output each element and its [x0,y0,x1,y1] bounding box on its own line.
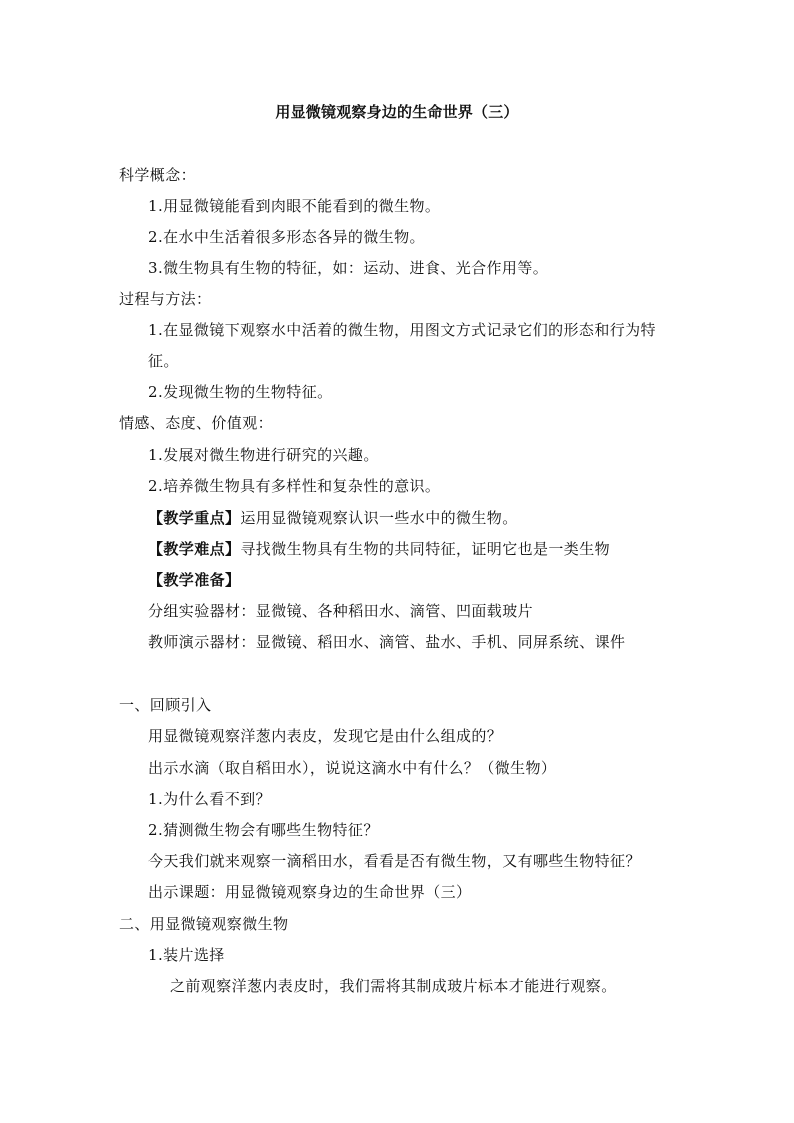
focus-text: 运用显微镜观察认识一些水中的微生物。 [240,509,518,527]
part2-sub: 1.装片选择 [148,946,225,964]
part1-line-4: 2.猜测微生物会有哪些生物特征？ [148,821,379,839]
page-title: 用显微镜观察身边的生命世界（三） [275,103,519,121]
process-item-2: 2.发现微生物的生物特征。 [148,383,333,401]
prep-teacher-equipment: 教师演示器材：显微镜、稻田水、滴管、盐水、手机、同屏系统、课件 [148,633,626,651]
process-item-1-cont: 征。 [148,352,179,370]
difficulty-text: 寻找微生物具有生物的共同特征，证明它也是一类生物 [240,540,611,558]
prep-group-equipment: 分组实验器材：显微镜、各种稻田水、滴管、凹面载玻片 [148,602,534,620]
concepts-item-1: 1.用显微镜能看到肉眼不能看到的微生物。 [148,197,441,215]
focus-line [148,507,518,529]
part1-line-5: 今天我们就来观察一滴稻田水，看看是否有微生物，又有哪些生物特征？ [148,852,641,870]
focus-tag: 【教学重点】 [148,509,241,527]
attitude-item-2: 2.培养微生物具有多样性和复杂性的意识。 [148,477,441,495]
part1-line-3: 1.为什么看不到？ [148,790,271,808]
difficulty-tag: 【教学难点】 [148,540,241,558]
part1-line-6: 出示课题：用显微镜观察身边的生命世界（三） [148,883,472,901]
part1-line-1: 用显微镜观察洋葱内表皮，发现它是由什么组成的？ [148,727,503,745]
process-item-1: 1.在显微镜下观察水中活着的微生物，用图文方式记录它们的形态和行为特 [148,321,656,339]
difficulty-line [148,538,610,560]
concepts-heading: 科学概念： [119,166,197,184]
concepts-item-3: 3.微生物具有生物的特征，如：运动、进食、光合作用等。 [148,259,549,277]
attitude-item-1: 1.发展对微生物进行研究的兴趣。 [148,446,379,464]
attitude-heading: 情感、态度、价值观： [119,414,274,432]
process-heading: 过程与方法： [119,290,212,308]
concepts-item-2: 2.在水中生活着很多形态各异的微生物。 [148,228,425,246]
part2-text: 之前观察洋葱内表皮时，我们需将其制成玻片标本才能进行观察。 [170,977,617,995]
part1-heading: 一、回顾引入 [119,696,212,714]
part2-heading: 二、用显微镜观察微生物 [119,915,289,933]
prep-tag: 【教学准备】 [148,571,241,589]
part1-line-2: 出示水滴（取自稻田水），说说这滴水中有什么？（微生物） [148,759,557,777]
